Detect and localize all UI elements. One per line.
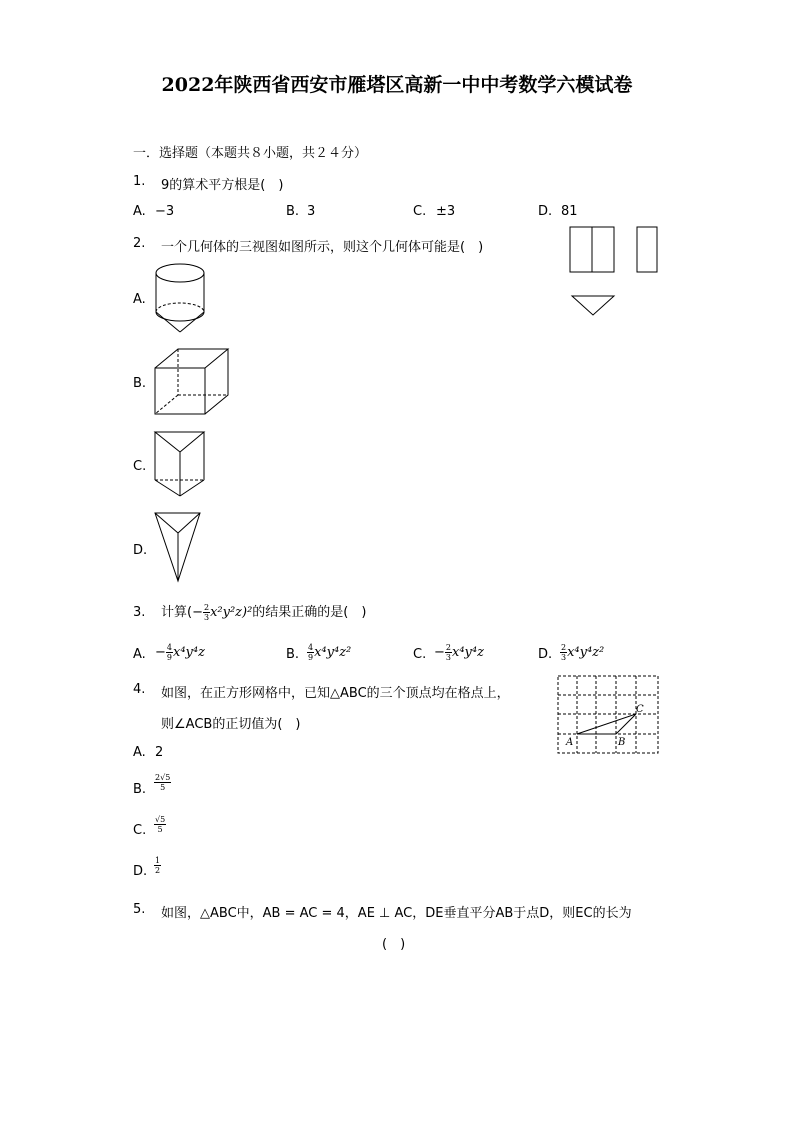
q1-option-d-letter: D.: [538, 204, 553, 219]
q5-line1: 如图，△ABC中，AB = AC = 4，AE ⊥ AC，DE垂直平分AB于点D，则EC的长为: [161, 906, 632, 921]
cylinder-cone-shape: [150, 260, 210, 335]
triangular-pyramid-shape: [150, 509, 205, 585]
q4-option-c-letter: C.: [133, 823, 147, 838]
q2-option-c-letter: C.: [133, 459, 147, 474]
q1-option-b: 3: [307, 204, 316, 219]
q1-option-d: 81: [561, 204, 578, 219]
label-b: B: [618, 737, 626, 748]
q1-option-b-letter: B.: [286, 204, 300, 219]
q2-number: 2.: [133, 236, 146, 251]
grid-triangle-diagram: [556, 674, 660, 756]
q2-option-a-letter: A.: [133, 292, 146, 307]
q5-line2: ( ): [382, 937, 406, 952]
q3-option-a-letter: A.: [133, 647, 146, 662]
q3-text: [161, 601, 366, 622]
q3-option-b: $\frac{4}{9}$ x⁴y⁴z²: [308, 643, 352, 662]
q4-number: 4.: [133, 682, 146, 697]
q4-option-a-letter: A.: [133, 745, 146, 760]
q3-option-c: − $\frac{2}{3}$ x⁴y⁴z: [434, 643, 484, 662]
q1-option-c: ±3: [436, 204, 456, 219]
cube-shape: [150, 344, 235, 419]
q3-fraction: $\frac{2}{3}$: [203, 603, 210, 622]
q1-option-a: −3: [155, 204, 175, 219]
label-c: C: [636, 704, 644, 715]
q3-pre: 计算(−: [161, 605, 203, 620]
q3-expression: x²y²z)²: [210, 605, 253, 620]
q4-option-d-letter: D.: [133, 864, 148, 879]
q4-option-d: $\frac{1}{2}$: [155, 856, 161, 875]
q3-option-d: $\frac{2}{3}$ x⁴y⁴z²: [561, 643, 605, 662]
q1-option-c-letter: C.: [413, 204, 427, 219]
q2-text: 一个几何体的三视图如图所示，则这个几何体可能是( ): [161, 240, 484, 255]
q4-option-b-letter: B.: [133, 782, 147, 797]
page-title: 2022年陕西省西安市雁塔区高新一中中考数学六模试卷: [161, 74, 633, 96]
q2-option-b-letter: B.: [133, 376, 147, 391]
q4-option-a: 2: [155, 745, 164, 760]
q4-option-b: $\frac{2√5}{5}$: [155, 773, 171, 792]
q1-text: 9的算术平方根是( ): [161, 178, 284, 193]
three-view-diagram: [566, 223, 666, 318]
q3-number: 3.: [133, 605, 146, 620]
q2-option-d-letter: D.: [133, 543, 148, 558]
q4-option-c: $\frac{√5}{5}$: [155, 815, 166, 834]
q3-option-c-letter: C.: [413, 647, 427, 662]
q4-line2: 则∠ACB的正切值为( ): [161, 717, 301, 732]
q1-number: 1.: [133, 174, 146, 189]
q3-option-d-letter: D.: [538, 647, 553, 662]
q4-line1: 如图，在正方形网格中，已知△ABC的三个顶点均在格点上，: [161, 686, 510, 701]
q5-number: 5.: [133, 902, 146, 917]
section-heading: 一．选择题（本题共８小题，共２４分）: [133, 146, 368, 161]
q3-option-b-letter: B.: [286, 647, 300, 662]
q3-option-a: − $\frac{4}{9}$ x⁴y⁴z: [155, 643, 205, 662]
label-a: A: [566, 737, 574, 748]
q1-option-a-letter: A.: [133, 204, 146, 219]
triangular-prism-shape: [150, 428, 210, 500]
q3-post: 的结果正确的是( ): [252, 605, 367, 620]
